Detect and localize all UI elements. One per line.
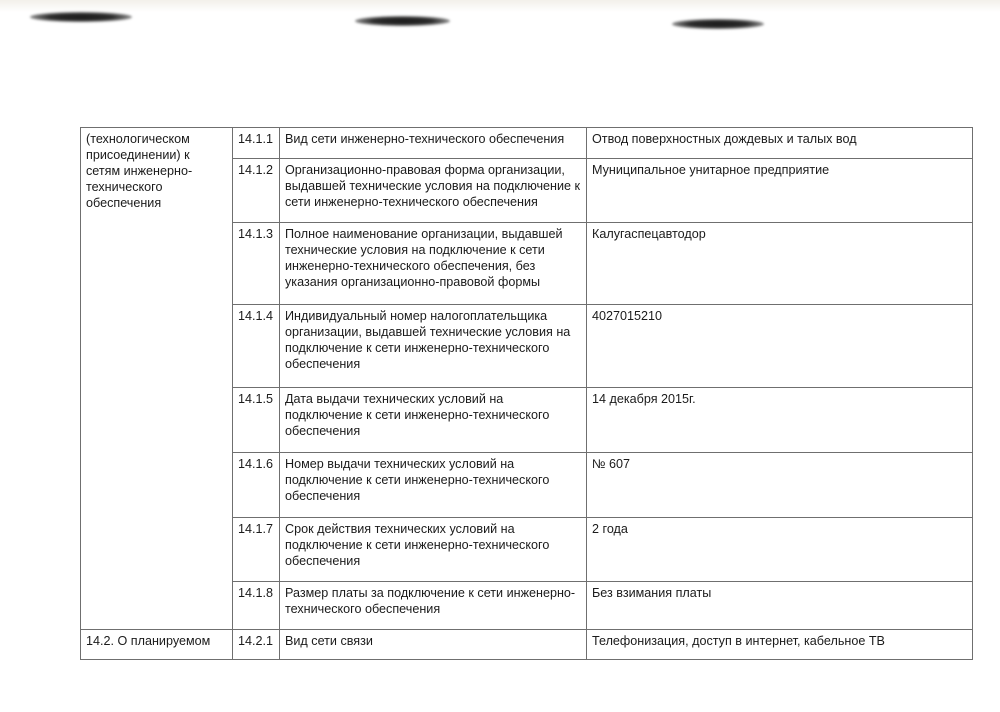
row-name: Вид сети связи xyxy=(280,630,587,660)
redaction-mark xyxy=(672,19,764,29)
row-number: 14.1.6 xyxy=(233,453,280,518)
row-name: Номер выдачи технических условий на подключение к сети инженерно-технического обеспечения xyxy=(280,453,587,518)
row-value: № 607 xyxy=(587,453,973,518)
row-value: Отвод поверхностных дождевых и талых вод xyxy=(587,128,973,159)
row-name: Размер платы за подключение к сети инженерно-технического обеспечения xyxy=(280,582,587,630)
row-name: Вид сети инженерно-технического обеспечения xyxy=(280,128,587,159)
redaction-mark xyxy=(30,12,132,22)
row-number: 14.1.5 xyxy=(233,388,280,453)
row-value: 2 года xyxy=(587,518,973,582)
row-number: 14.2.1 xyxy=(233,630,280,660)
row-name: Срок действия технических условий на подключение к сети инженерно-технического обеспечения xyxy=(280,518,587,582)
row-value: Калугаспецавтодор xyxy=(587,223,973,305)
row-number: 14.1.8 xyxy=(233,582,280,630)
row-number: 14.1.7 xyxy=(233,518,280,582)
row-number: 14.1.4 xyxy=(233,305,280,388)
row-number: 14.1.1 xyxy=(233,128,280,159)
row-number: 14.1.3 xyxy=(233,223,280,305)
row-value: 14 декабря 2015г. xyxy=(587,388,973,453)
row-number: 14.1.2 xyxy=(233,159,280,223)
row-value: Телефонизация, доступ в интернет, кабельное ТВ xyxy=(587,630,973,660)
redaction-mark xyxy=(355,16,450,26)
section-14-1-label: (технологическом присоединении) к сетям инженерно-технического обеспечения xyxy=(81,128,233,630)
row-name: Индивидуальный номер налогоплательщика организации, выдавшей технические условия на подключение к сети инженерно-технического обеспечения xyxy=(280,305,587,388)
scan-top-edge xyxy=(0,0,1000,12)
row-value: Муниципальное унитарное предприятие xyxy=(587,159,973,223)
row-name: Полное наименование организации, выдавшей технические условия на подключение к сети инженерно-технического обеспечения, без указания организационно-правовой формы xyxy=(280,223,587,305)
table-row xyxy=(81,128,973,159)
row-value: Без взимания платы xyxy=(587,582,973,630)
row-name: Организационно-правовая форма организации, выдавшей технические условия на подключение к сети инженерно-технического обеспечения xyxy=(280,159,587,223)
row-value: 4027015210 xyxy=(587,305,973,388)
section-14-2-label: 14.2. О планируемом xyxy=(81,630,233,660)
row-name: Дата выдачи технических условий на подключение к сети инженерно-технического обеспечения xyxy=(280,388,587,453)
table-row xyxy=(81,630,973,660)
declaration-table xyxy=(80,127,973,660)
